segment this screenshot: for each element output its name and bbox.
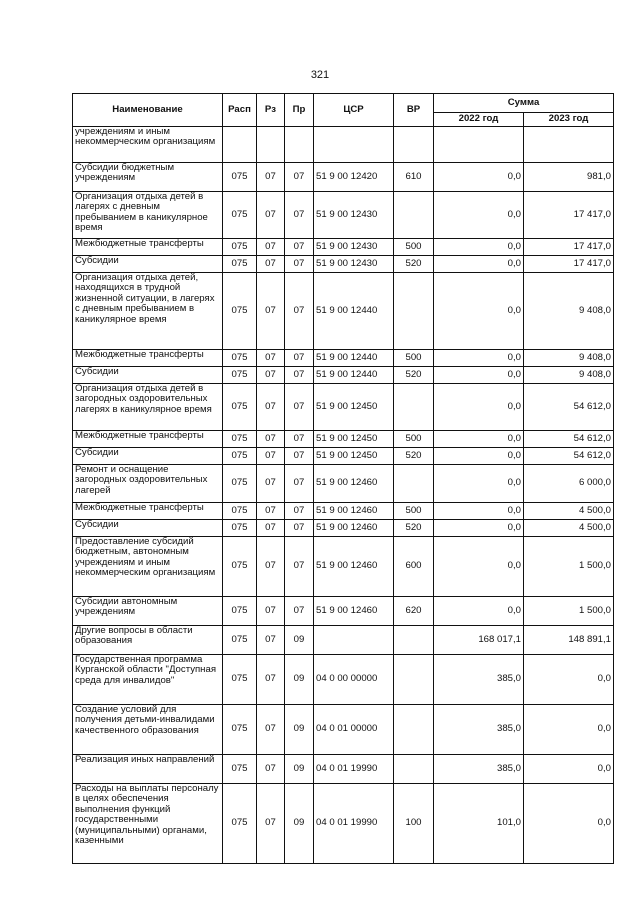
- cell-rz: 07: [257, 705, 285, 755]
- cell-rz: 07: [257, 239, 285, 256]
- cell-2022: 0,0: [434, 384, 524, 431]
- table-row: [73, 597, 614, 626]
- cell-name: Организация отдыха детей, находящихся в трудной жизненной ситуации, в лагерях с дневным пребыванием в каникулярное время: [73, 273, 223, 350]
- table-row: [73, 350, 614, 367]
- cell-vr: [394, 655, 434, 705]
- cell-pr: 07: [285, 465, 314, 503]
- cell-pr: 07: [285, 273, 314, 350]
- cell-csr: 51 9 00 12460: [314, 597, 394, 626]
- cell-pr: 07: [285, 520, 314, 537]
- cell-csr: 51 9 00 12460: [314, 503, 394, 520]
- cell-pr: 07: [285, 367, 314, 384]
- cell-2022: 0,0: [434, 239, 524, 256]
- cell-rz: 07: [257, 655, 285, 705]
- cell-rz: 07: [257, 537, 285, 597]
- cell-pr: 07: [285, 192, 314, 239]
- cell-name: Межбюджетные трансферты: [73, 503, 223, 520]
- cell-2022: 0,0: [434, 465, 524, 503]
- cell-rz: [257, 127, 285, 163]
- cell-rasp: 075: [223, 367, 257, 384]
- cell-rasp: 075: [223, 431, 257, 448]
- cell-pr: 07: [285, 503, 314, 520]
- cell-rz: 07: [257, 350, 285, 367]
- cell-pr: 07: [285, 384, 314, 431]
- cell-rz: 07: [257, 503, 285, 520]
- table-row: [73, 503, 614, 520]
- cell-2022: 0,0: [434, 537, 524, 597]
- cell-csr: 51 9 00 12430: [314, 239, 394, 256]
- table-row: [73, 755, 614, 784]
- header-sum: Сумма: [434, 94, 614, 113]
- cell-2022: 168 017,1: [434, 626, 524, 655]
- cell-rz: 07: [257, 465, 285, 503]
- cell-vr: 500: [394, 239, 434, 256]
- cell-vr: [394, 127, 434, 163]
- cell-2022: 0,0: [434, 448, 524, 465]
- cell-vr: [394, 273, 434, 350]
- cell-csr: 51 9 00 12420: [314, 163, 394, 192]
- cell-name: Создание условий для получения детьми-инвалидами качественного образования: [73, 705, 223, 755]
- header-2022: 2022 год: [434, 113, 524, 127]
- cell-csr: 51 9 00 12450: [314, 431, 394, 448]
- cell-rasp: 075: [223, 239, 257, 256]
- cell-2023: 981,0: [524, 163, 614, 192]
- cell-rasp: 075: [223, 256, 257, 273]
- cell-csr: 04 0 01 19990: [314, 784, 394, 864]
- cell-csr: 51 9 00 12440: [314, 367, 394, 384]
- table-row: [73, 256, 614, 273]
- cell-rz: 07: [257, 367, 285, 384]
- cell-rz: 07: [257, 431, 285, 448]
- cell-vr: [394, 465, 434, 503]
- cell-name: учреждениям и иным некоммерческим организациям: [73, 127, 223, 163]
- cell-pr: 07: [285, 431, 314, 448]
- cell-csr: 51 9 00 12430: [314, 256, 394, 273]
- cell-2023: 4 500,0: [524, 520, 614, 537]
- cell-rasp: 075: [223, 465, 257, 503]
- cell-name: Предоставление субсидий бюджетным, автономным учреждениям и иным некоммерческим организациям: [73, 537, 223, 597]
- table-row: [73, 705, 614, 755]
- cell-rasp: 075: [223, 273, 257, 350]
- table-row: [73, 367, 614, 384]
- cell-pr: 07: [285, 537, 314, 597]
- cell-vr: [394, 192, 434, 239]
- cell-vr: 600: [394, 537, 434, 597]
- cell-pr: 07: [285, 256, 314, 273]
- cell-csr: 04 0 01 19990: [314, 755, 394, 784]
- cell-name: Субсидии: [73, 520, 223, 537]
- cell-csr: 51 9 00 12460: [314, 465, 394, 503]
- cell-2023: 17 417,0: [524, 192, 614, 239]
- cell-2022: 385,0: [434, 655, 524, 705]
- cell-vr: 620: [394, 597, 434, 626]
- cell-rasp: 075: [223, 520, 257, 537]
- cell-2023: [524, 127, 614, 163]
- cell-csr: [314, 127, 394, 163]
- cell-vr: [394, 384, 434, 431]
- header-rasp: Расп: [223, 94, 257, 127]
- cell-name: Субсидии бюджетным учреждениям: [73, 163, 223, 192]
- cell-pr: 09: [285, 626, 314, 655]
- table-row: [73, 163, 614, 192]
- cell-pr: 09: [285, 784, 314, 864]
- cell-2022: 0,0: [434, 520, 524, 537]
- cell-vr: [394, 626, 434, 655]
- cell-2022: 0,0: [434, 503, 524, 520]
- cell-rasp: [223, 127, 257, 163]
- cell-csr: 51 9 00 12430: [314, 192, 394, 239]
- cell-2023: 9 408,0: [524, 273, 614, 350]
- cell-2022: 101,0: [434, 784, 524, 864]
- cell-pr: 07: [285, 597, 314, 626]
- cell-rz: 07: [257, 520, 285, 537]
- cell-rasp: 075: [223, 705, 257, 755]
- cell-2023: 17 417,0: [524, 256, 614, 273]
- cell-2023: 54 612,0: [524, 384, 614, 431]
- cell-vr: [394, 755, 434, 784]
- cell-2022: 0,0: [434, 163, 524, 192]
- header-pr: Пр: [285, 94, 314, 127]
- cell-csr: 51 9 00 12440: [314, 273, 394, 350]
- cell-2022: 0,0: [434, 597, 524, 626]
- cell-pr: 09: [285, 655, 314, 705]
- cell-name: Субсидии: [73, 256, 223, 273]
- cell-name: Межбюджетные трансферты: [73, 239, 223, 256]
- cell-2022: 0,0: [434, 350, 524, 367]
- table-row: [73, 448, 614, 465]
- cell-rasp: 075: [223, 163, 257, 192]
- cell-2023: 6 000,0: [524, 465, 614, 503]
- cell-rz: 07: [257, 448, 285, 465]
- budget-table: [72, 93, 614, 864]
- cell-rz: 07: [257, 256, 285, 273]
- cell-2023: 9 408,0: [524, 367, 614, 384]
- cell-2022: 0,0: [434, 431, 524, 448]
- cell-csr: 51 9 00 12450: [314, 448, 394, 465]
- cell-name: Расходы на выплаты персоналу в целях обеспечения выполнения функций государственными (муниципальными) органами, казенными: [73, 784, 223, 864]
- cell-csr: 04 0 01 00000: [314, 705, 394, 755]
- cell-vr: 500: [394, 431, 434, 448]
- cell-2023: 1 500,0: [524, 597, 614, 626]
- page-number: 321: [310, 69, 330, 81]
- cell-vr: 610: [394, 163, 434, 192]
- cell-rasp: 075: [223, 350, 257, 367]
- cell-csr: 04 0 00 00000: [314, 655, 394, 705]
- cell-2023: 0,0: [524, 705, 614, 755]
- table-row: [73, 655, 614, 705]
- cell-name: Субсидии: [73, 367, 223, 384]
- cell-2023: 0,0: [524, 655, 614, 705]
- cell-2023: 54 612,0: [524, 448, 614, 465]
- table-row: [73, 192, 614, 239]
- cell-name: Другие вопросы в области образования: [73, 626, 223, 655]
- cell-2023: 148 891,1: [524, 626, 614, 655]
- header-vr: ВР: [394, 94, 434, 127]
- table-row: [73, 465, 614, 503]
- cell-csr: 51 9 00 12460: [314, 537, 394, 597]
- cell-name: Межбюджетные трансферты: [73, 350, 223, 367]
- cell-rasp: 075: [223, 503, 257, 520]
- cell-name: Межбюджетные трансферты: [73, 431, 223, 448]
- cell-2023: 54 612,0: [524, 431, 614, 448]
- cell-vr: 520: [394, 367, 434, 384]
- cell-vr: 100: [394, 784, 434, 864]
- cell-rz: 07: [257, 755, 285, 784]
- cell-2022: 385,0: [434, 705, 524, 755]
- table-row: [73, 384, 614, 431]
- cell-pr: 07: [285, 350, 314, 367]
- cell-rz: 07: [257, 626, 285, 655]
- cell-csr: 51 9 00 12440: [314, 350, 394, 367]
- cell-csr: 51 9 00 12450: [314, 384, 394, 431]
- cell-rasp: 075: [223, 448, 257, 465]
- cell-rasp: 075: [223, 537, 257, 597]
- table-row: [73, 273, 614, 350]
- cell-2023: 9 408,0: [524, 350, 614, 367]
- cell-rasp: 075: [223, 384, 257, 431]
- cell-vr: 520: [394, 448, 434, 465]
- header-csr: ЦСР: [314, 94, 394, 127]
- cell-pr: 09: [285, 705, 314, 755]
- cell-pr: 07: [285, 239, 314, 256]
- cell-name: Субсидии автономным учреждениям: [73, 597, 223, 626]
- cell-vr: 500: [394, 350, 434, 367]
- table-row: [73, 784, 614, 864]
- header-rz: Рз: [257, 94, 285, 127]
- cell-vr: 520: [394, 520, 434, 537]
- cell-2023: 17 417,0: [524, 239, 614, 256]
- cell-rz: 07: [257, 163, 285, 192]
- cell-csr: 51 9 00 12460: [314, 520, 394, 537]
- cell-vr: 500: [394, 503, 434, 520]
- cell-rz: 07: [257, 192, 285, 239]
- cell-2022: 0,0: [434, 273, 524, 350]
- cell-rz: 07: [257, 273, 285, 350]
- cell-2023: 0,0: [524, 784, 614, 864]
- cell-2022: 0,0: [434, 192, 524, 239]
- cell-rasp: 075: [223, 755, 257, 784]
- table-row: [73, 127, 614, 163]
- cell-vr: [394, 705, 434, 755]
- cell-rasp: 075: [223, 655, 257, 705]
- cell-rz: 07: [257, 384, 285, 431]
- cell-2023: 0,0: [524, 755, 614, 784]
- cell-name: Организация отдыха детей в лагерях с дневным пребыванием в каникулярное время: [73, 192, 223, 239]
- cell-rz: 07: [257, 784, 285, 864]
- cell-2022: 385,0: [434, 755, 524, 784]
- cell-csr: [314, 626, 394, 655]
- table-row: [73, 239, 614, 256]
- cell-name: Организация отдыха детей в загородных оздоровительных лагерях в каникулярное время: [73, 384, 223, 431]
- cell-name: Государственная программа Курганской области "Доступная среда для инвалидов": [73, 655, 223, 705]
- cell-vr: 520: [394, 256, 434, 273]
- cell-rz: 07: [257, 597, 285, 626]
- table-row: [73, 520, 614, 537]
- header-2023: 2023 год: [524, 113, 614, 127]
- cell-name: Ремонт и оснащение загородных оздоровительных лагерей: [73, 465, 223, 503]
- table-row: [73, 626, 614, 655]
- cell-pr: 09: [285, 755, 314, 784]
- cell-name: Реализация иных направлений: [73, 755, 223, 784]
- table-row: [73, 537, 614, 597]
- cell-rasp: 075: [223, 784, 257, 864]
- cell-pr: 07: [285, 448, 314, 465]
- cell-rasp: 075: [223, 597, 257, 626]
- cell-2022: [434, 127, 524, 163]
- cell-2023: 4 500,0: [524, 503, 614, 520]
- table-row: [73, 431, 614, 448]
- cell-rasp: 075: [223, 626, 257, 655]
- header-name: Наименование: [73, 94, 223, 127]
- cell-2022: 0,0: [434, 367, 524, 384]
- cell-rasp: 075: [223, 192, 257, 239]
- cell-pr: [285, 127, 314, 163]
- cell-name: Субсидии: [73, 448, 223, 465]
- cell-pr: 07: [285, 163, 314, 192]
- cell-2022: 0,0: [434, 256, 524, 273]
- cell-2023: 1 500,0: [524, 537, 614, 597]
